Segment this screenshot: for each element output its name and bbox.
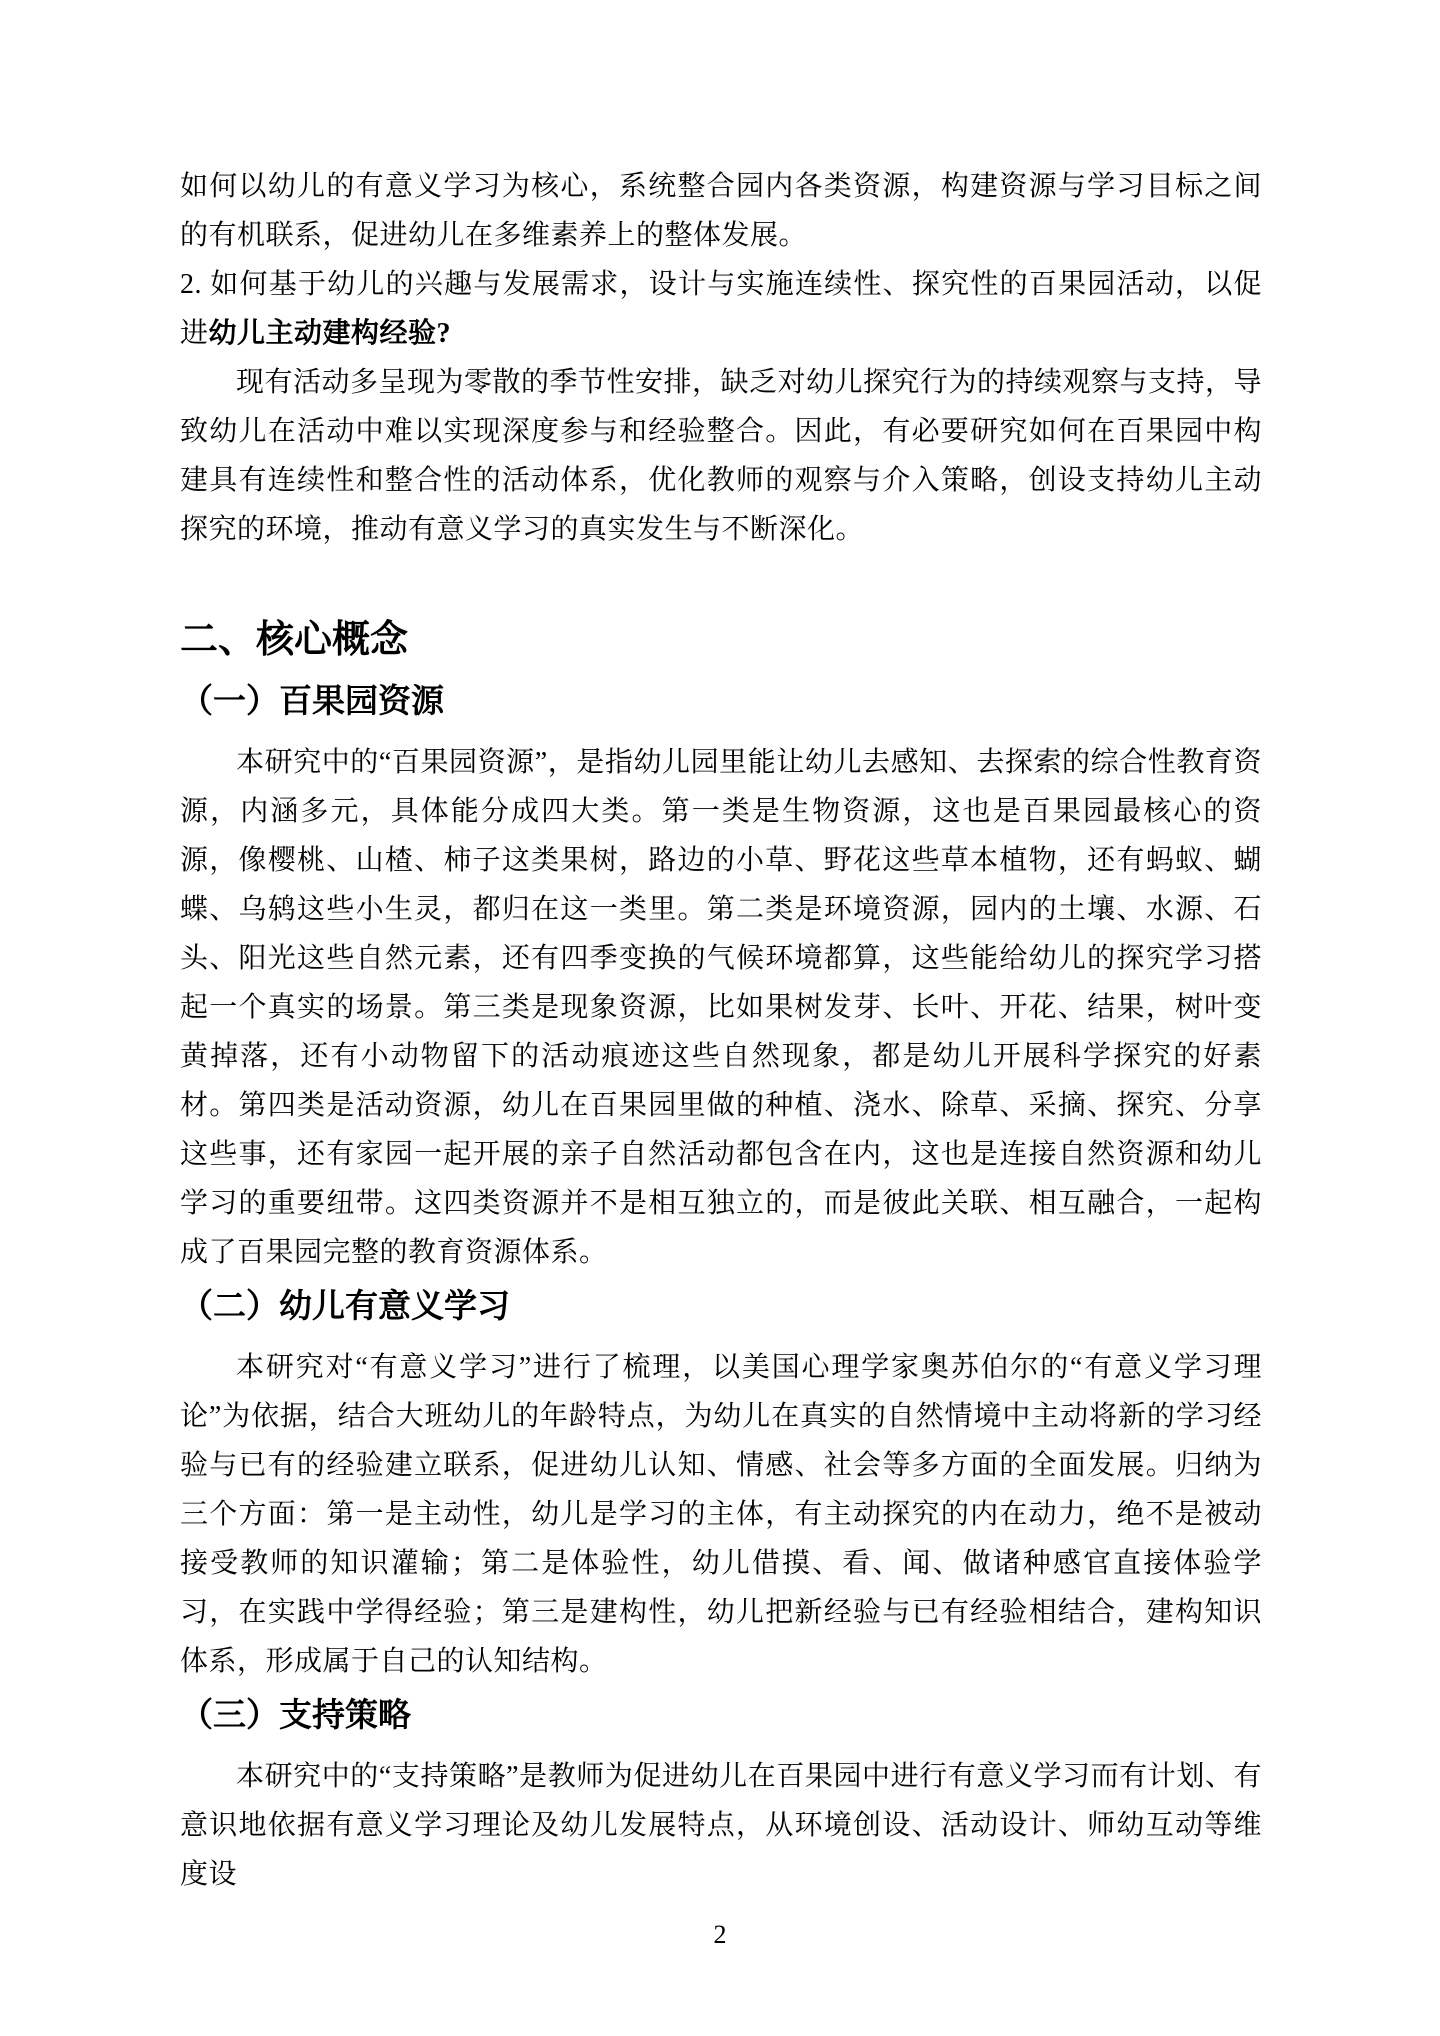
question-2-bold-text: 幼儿主动建构经验? [208,318,452,349]
paragraph-problem-statement: 现有活动多呈现为零散的季节性安排，缺乏对幼儿探究行为的持续观察与支持，导致幼儿在活动中难以实现深度参与和经验整合。因此，有必要研究如何在百果园中构建具有连续性和整合性的活动体系，优化教师的观察与介入策略，创设支持幼儿主动探究的环境，推动有意义学习的真实发生与不断深化。 [180,367,1263,545]
paragraph-continuation: 如何以幼儿的有意义学习为核心，系统整合园内各类资源，构建资源与学习目标之间的有机联系，促进幼儿在多维素养上的整体发展。 [180,171,1262,251]
paragraph-numbered-question-2 [180,260,1262,358]
paragraph-support-strategies: 本研究中的“支持策略”是教师为促进幼儿在百果园中进行有意义学习而有计划、有意识地依据有意义学习理论及幼儿发展特点，从环境创设、活动设计、师幼互动等维度设 [180,1761,1262,1890]
paragraph-orchard-resources: 本研究中的“百果园资源”，是指幼儿园里能让幼儿去感知、去探索的综合性教育资源，内涵多元，具体能分成四大类。第一类是生物资源，这也是百果园最核心的资源，像樱桃、山楂、柿子这类果树，路边的小草、野花这些草本植物，还有蚂蚁、蝴蝶、乌鸫这些小生灵，都归在这一类里。第二类是环境资源，园内的土壤、水源、石头、阳光这些自然元素，还有四季变换的气候环境都算，这些能给幼儿的探究学习搭起一个真实的场景。第三类是现象资源，比如果树发芽、长叶、开花、结果，树叶变黄掉落，还有小动物留下的活动痕迹这些自然现象，都是幼儿开展科学探究的好素材。第四类是活动资源，幼儿在百果园里做的种植、浇水、除草、采摘、探究、分享这些事，还有家园一起开展的亲子自然活动都包含在内，这也是连接自然资源和幼儿学习的重要纽带。这四类资源并不是相互独立的，而是彼此关联、相互融合，一起构成了百果园完整的教育资源体系。 [180,747,1262,1268]
subsection-heading-meaningful-learning: （二）幼儿有意义学习 [180,1287,510,1324]
section-heading-core-concepts: 二、核心概念 [180,619,409,661]
paragraph-meaningful-learning: 本研究对“有意义学习”进行了梳理，以美国心理学家奥苏伯尔的“有意义学习理论”为依据，结合大班幼儿的年龄特点，为幼儿在真实的自然情境中主动将新的学习经验与已有的经验建立联系，促进幼儿认知、情感、社会等多方面的全面发展。归纳为三个方面：第一是主动性，幼儿是学习的主体，有主动探究的内在动力，绝不是被动接受教师的知识灌输；第二是体验性，幼儿借摸、看、闻、做诸种感官直接体验学习，在实践中学得经验；第三是建构性，幼儿把新经验与已有经验相结合，建构知识体系，形成属于自己的认知结构。 [180,1352,1262,1677]
page-number: 2 [713,1920,727,1949]
question-2-text: 2. 如何基于幼儿的兴趣与发展需求，设计与实施连续性、探究性的百果园活动，以促进 [180,269,1262,349]
subsection-heading-orchard-resources: （一）百果园资源 [180,682,444,719]
subsection-heading-support-strategies: （三）支持策略 [180,1696,411,1733]
